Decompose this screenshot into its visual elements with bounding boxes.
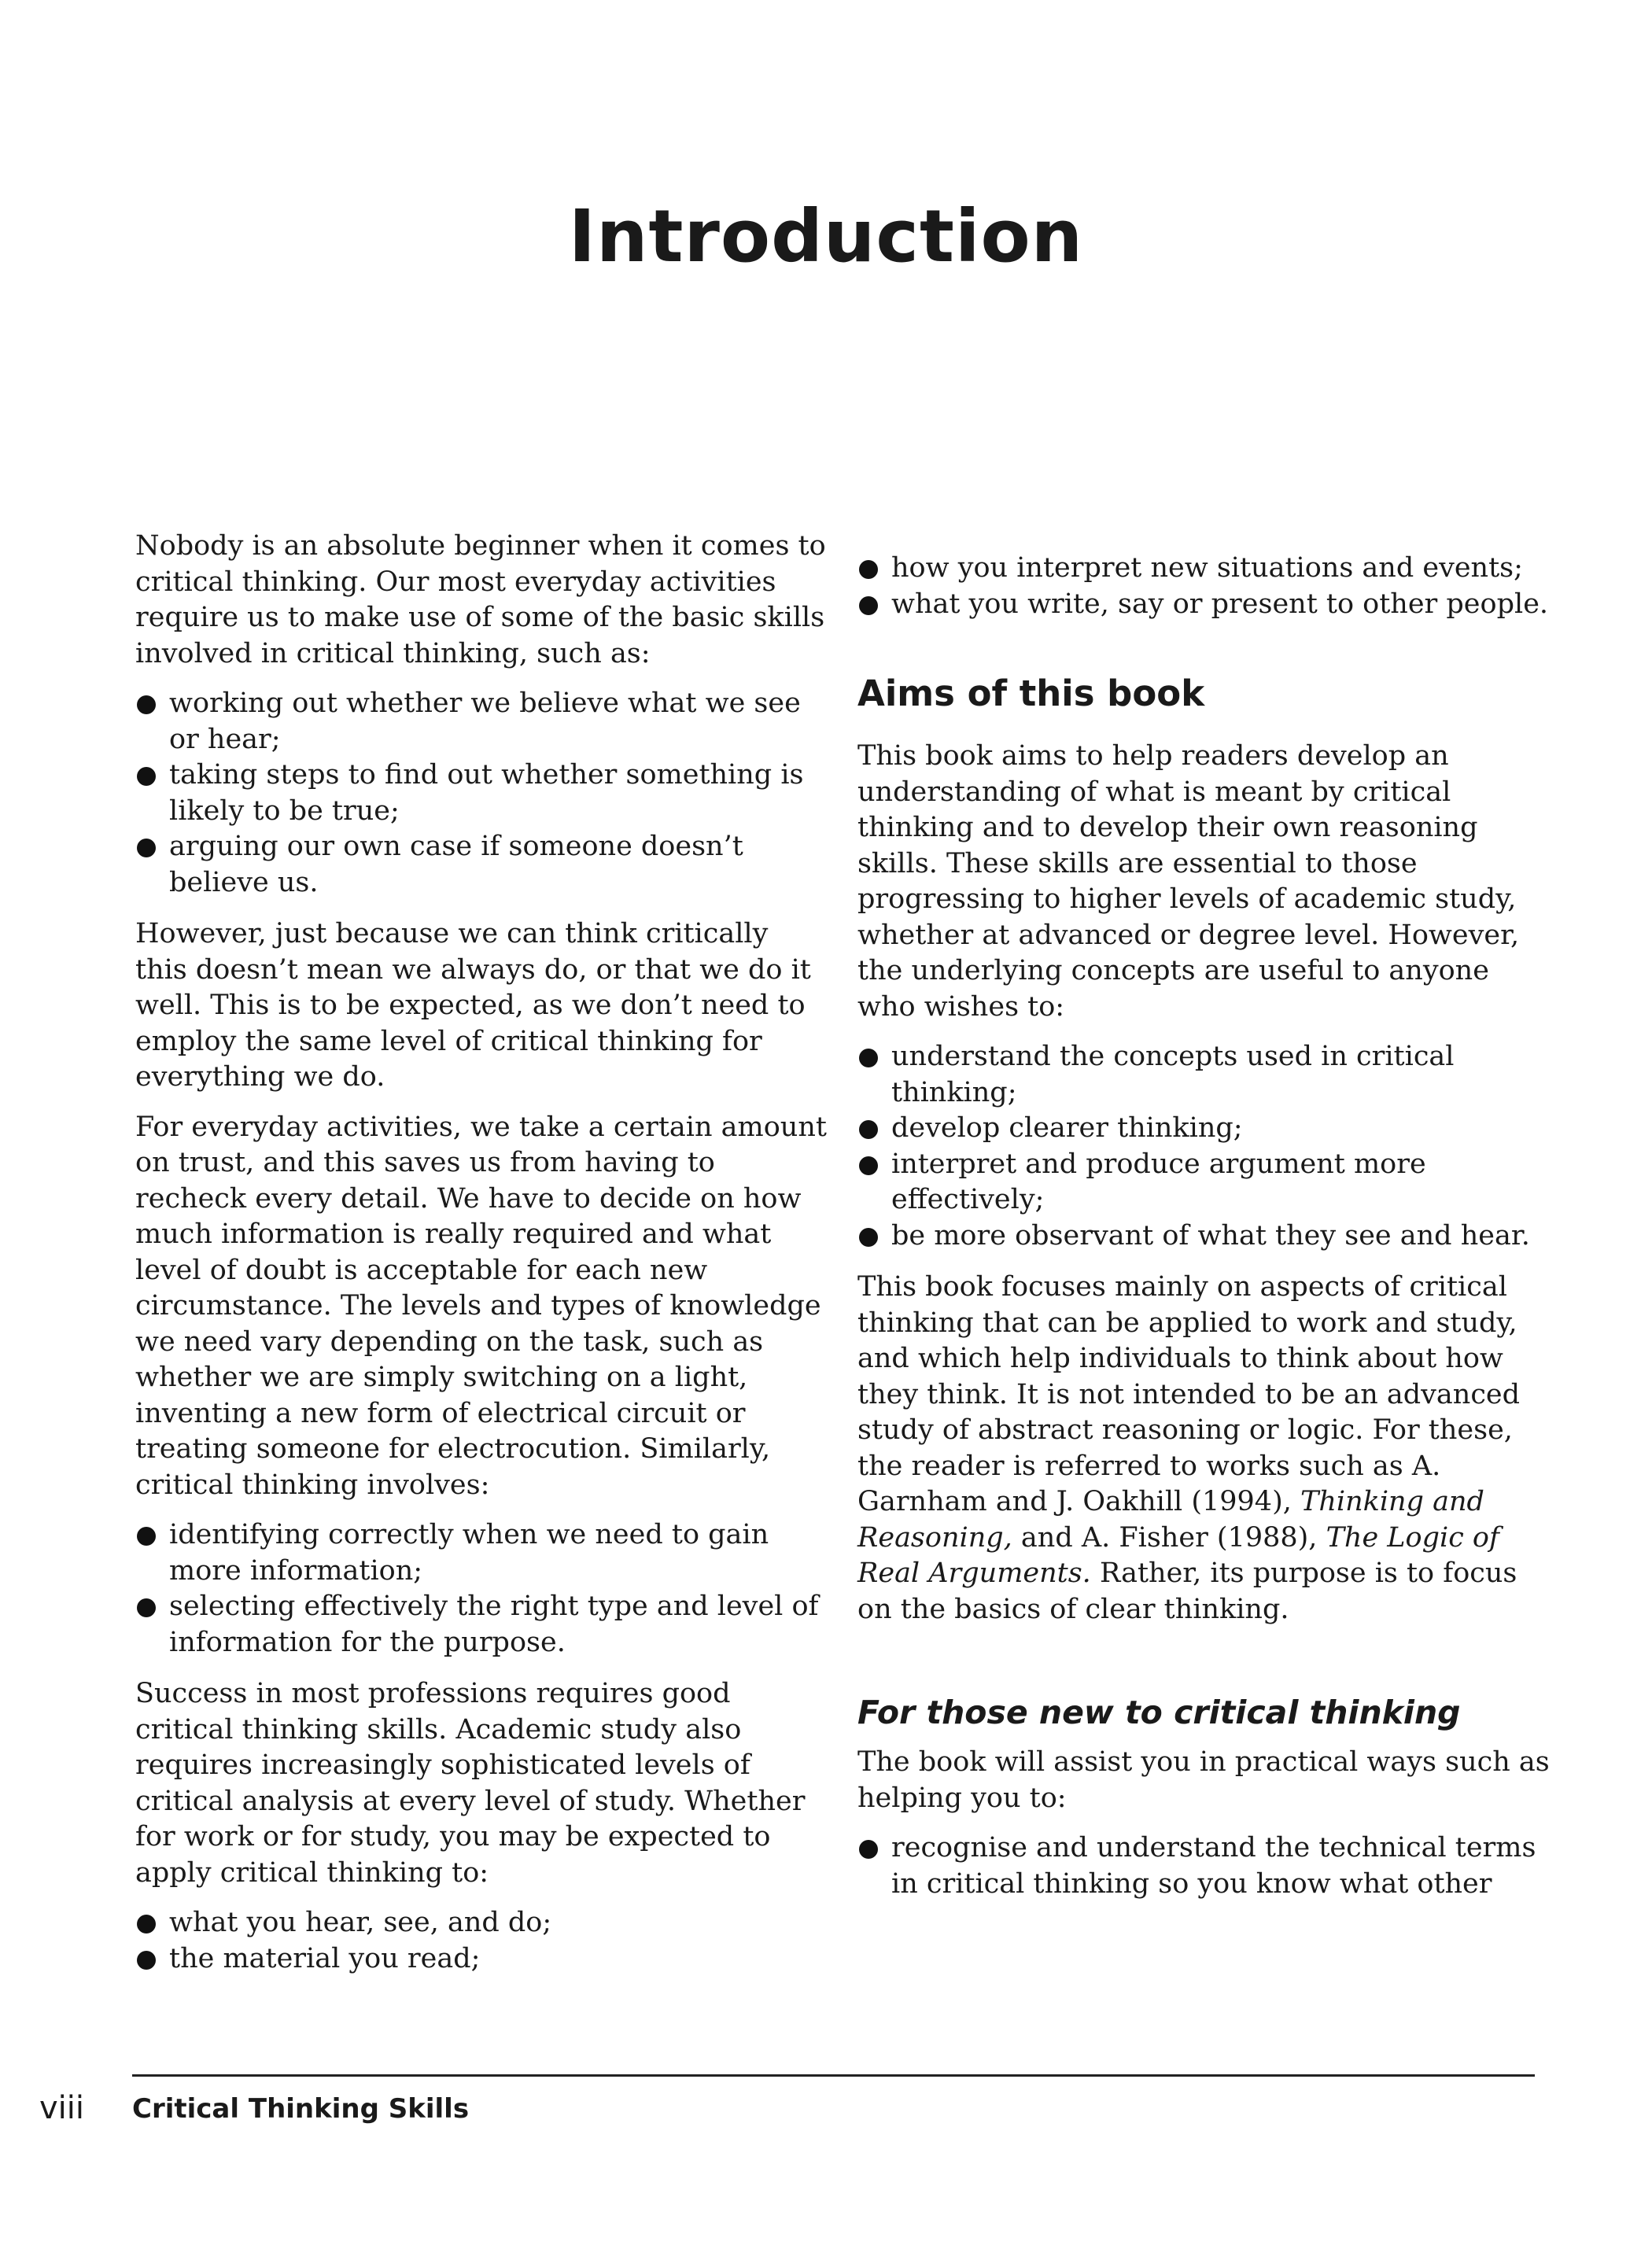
footer-divider <box>132 2074 1535 2077</box>
list-item: understand the concepts used in critical thinking; <box>857 1039 1550 1111</box>
bullet-icon <box>137 839 156 857</box>
paragraph: This book aims to help readers develop an understanding of what is meant by critical thinking and to develop their own reasoning skills. These skills are essential to those progressing to higher levels of academic study, whether at advanced or degree level. However, the underlying concepts are useful to anyone who wishes to: <box>857 740 1520 1023</box>
aims-list <box>857 1039 1550 1254</box>
list-item: selecting effectively the right type and level of information for the purpose. <box>135 1589 828 1661</box>
list-item: interpret and produce argument more effectively; <box>857 1147 1550 1218</box>
paragraph: This book focuses mainly on aspects of critical thinking that can be applied to work and study, and which help individuals to think about how they think. It is not intended to be an advanced study of abstract reasoning or logic. For these, the reader is referred to works such as A. Garnham and J. Oakhill (1994), Thinking and Reasoning, and A. Fisher (1988), The Logic of Real Arguments. Rather, its purpose is to focus on the basics of clear thinking. <box>857 1271 1521 1625</box>
paragraph: Success in most professions requires good critical thinking skills. Academic study also requires increasingly sophisticated levels of critical analysis at every level of study. Whether for work or for study, you may be expected to apply critical thinking to: <box>135 1678 806 1889</box>
bullet-icon <box>137 1598 156 1617</box>
bullet-icon <box>859 1840 878 1859</box>
bullet-icon <box>137 1915 156 1934</box>
bullet-icon <box>859 1049 878 1067</box>
bullet-icon <box>137 695 156 714</box>
intro-paragraph: Nobody is an absolute beginner when it comes to critical thinking. Our most everyday activities require us to make use of some of the basic skills involved in critical thinking, such as: <box>135 530 826 669</box>
bullet-icon <box>137 1951 156 1970</box>
page-number: viii <box>39 2090 85 2126</box>
bullet-icon <box>859 560 878 579</box>
new-to-critical-thinking-heading: For those new to critical thinking <box>857 1694 1461 1731</box>
list-item: what you hear, see, and do; <box>135 1905 828 1941</box>
bullet-icon <box>859 1156 878 1175</box>
list-item: arguing our own case if someone doesn’t believe us. <box>135 829 828 901</box>
everyday-skills-list <box>135 686 828 901</box>
bullet-icon <box>137 767 156 786</box>
book-title-reference: Thinking and Reasoning, <box>857 1486 1484 1554</box>
bullet-icon <box>859 596 878 615</box>
list-item: recognise and understand the technical terms in critical thinking so you know what other <box>857 1830 1550 1902</box>
bullet-icon <box>137 1527 156 1546</box>
list-item: the material you read; <box>135 1941 828 1978</box>
paragraph: However, just because we can think critically this doesn’t mean we always do, or that we do it well. This is to be expected, as we don’t need to employ the same level of critical thinking for everything we do. <box>135 918 811 1093</box>
aims-heading: Aims of this book <box>857 673 1205 714</box>
list-item: working out whether we believe what we see or hear; <box>135 686 828 758</box>
page-title: Introduction <box>568 194 1084 278</box>
bullet-icon <box>859 1228 878 1247</box>
list-item: develop clearer thinking; <box>857 1111 1550 1147</box>
list-item: be more observant of what they see and hear. <box>857 1218 1550 1255</box>
left-column <box>135 529 828 1992</box>
bullet-icon <box>859 1120 878 1139</box>
list-item: taking steps to find out whether something is likely to be true; <box>135 758 828 829</box>
list-item: identifying correctly when we need to gain more information; <box>135 1517 828 1589</box>
book-title-reference: The Logic of Real Arguments. <box>857 1521 1499 1589</box>
apply-critical-thinking-list <box>135 1905 828 1977</box>
critical-thinking-involves-list <box>135 1517 828 1661</box>
paragraph: For everyday activities, we take a certain amount on trust, and this saves us from having to recheck every detail. We have to decide on how much information is really required and what level of doubt is acceptable for each new circumstance. The levels and types of knowledge we need vary depending on the task, such as whether we are simply switching on a light, inventing a new form of electrical circuit or treating someone for electrocution. Similarly, critical thinking involves: <box>135 1111 827 1501</box>
apply-critical-thinking-list-continued <box>857 551 1550 622</box>
right-column <box>857 551 1550 1918</box>
list-item: what you write, say or present to other people. <box>857 587 1550 623</box>
running-footer-title: Critical Thinking Skills <box>132 2093 470 2125</box>
paragraph: The book will assist you in practical ways such as helping you to: <box>857 1746 1550 1814</box>
list-item: how you interpret new situations and events; <box>857 551 1550 587</box>
practical-help-list <box>857 1830 1550 1902</box>
